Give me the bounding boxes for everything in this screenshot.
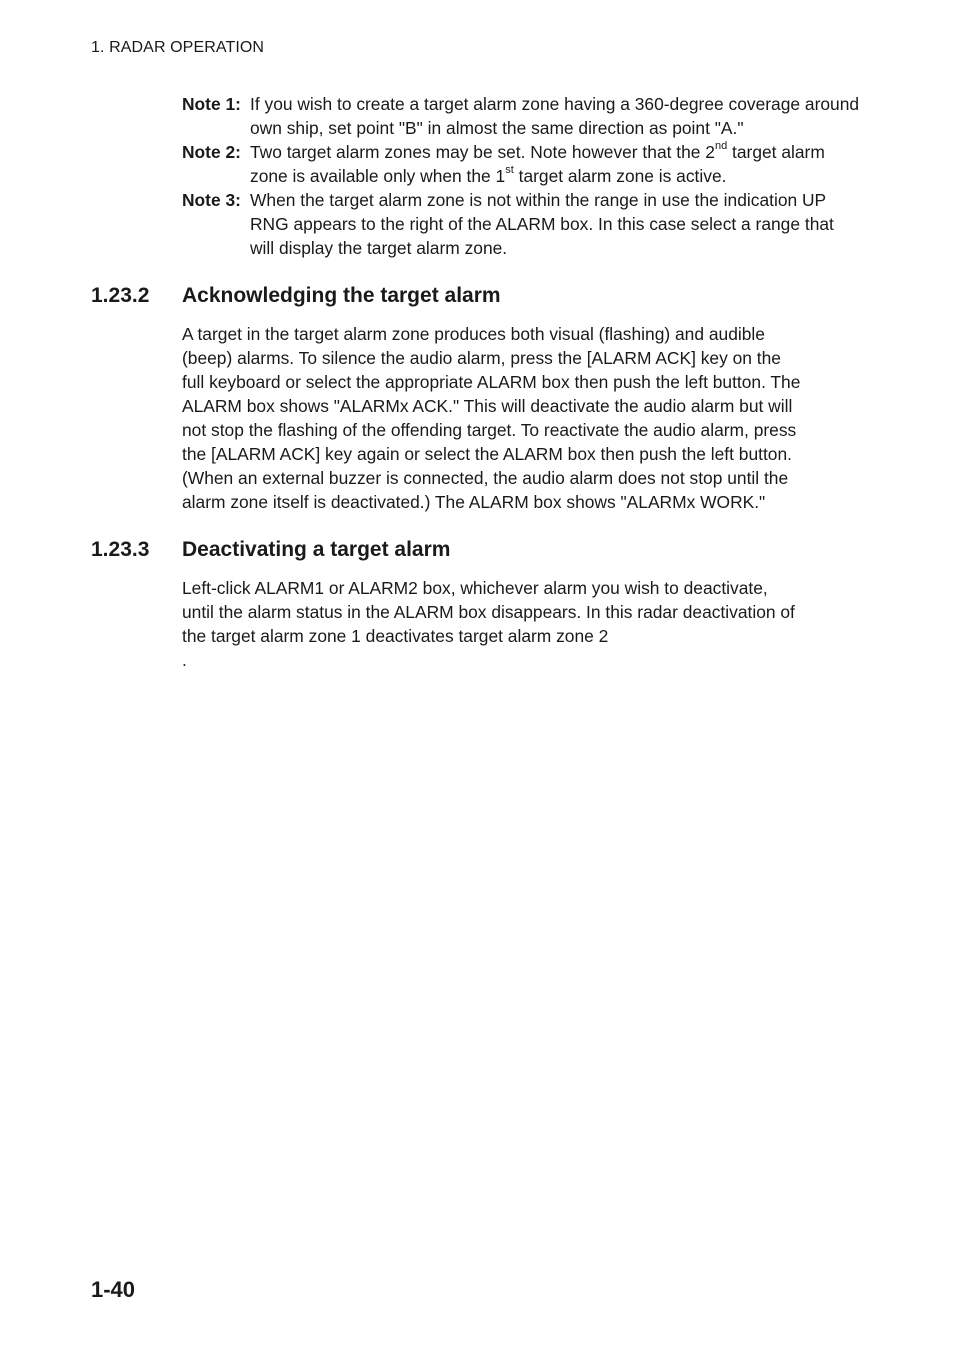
note-label: Note 2: [182, 142, 241, 162]
section-title: Acknowledging the target alarm [182, 284, 501, 307]
note-text [250, 140, 862, 188]
section-body: Left-click ALARM1 or ALARM2 box, whichever alarm you wish to deactivate, until the alarm status in the ALARM box disappears. In this radar deactivation of the target alarm zone 1 deactivates target alarm zone 2 . [182, 578, 795, 670]
note-text-part: target alarm zone is available only when the 1 [250, 142, 825, 186]
note-label: Note 1: [182, 94, 241, 114]
section-number: 1.23.2 [91, 284, 150, 307]
running-header: 1. RADAR OPERATION [91, 39, 265, 56]
section-title: Deactivating a target alarm [182, 538, 451, 561]
section-heading-1-23-2 [91, 284, 501, 308]
note-2 [182, 140, 862, 188]
note-3 [182, 188, 862, 260]
section-heading-1-23-3 [91, 538, 450, 562]
section-body: A target in the target alarm zone produces both visual (flashing) and audible (beep) alarms. To silence the audio alarm, press the [ALARM ACK] key on the full keyboard or select the appropriate ALARM box then push the left button. The ALARM box shows "ALARMx ACK." This will deactivate the audio alarm but will not stop the flashing of the offending target. To reactivate the audio alarm, press the [ALARM ACK] key again or select the ALARM box then push the left button. (When an external buzzer is connected, the audio alarm does not stop until the alarm zone itself is deactivated.) The ALARM box shows "ALARMx WORK." [182, 324, 801, 512]
notes-block [182, 92, 862, 260]
note-text: When the target alarm zone is not within the range in use the indication UP RNG appears to the right of the ALARM box. In this case select a range that will display the target alarm zone. [250, 190, 834, 258]
note-1 [182, 92, 862, 140]
section-number: 1.23.3 [91, 538, 150, 561]
note-label: Note 3: [182, 190, 241, 210]
ordinal-superscript: nd [714, 140, 728, 153]
ordinal-superscript: st [505, 164, 514, 177]
note-text-part: target alarm zone is active. [513, 166, 727, 186]
note-text: If you wish to create a target alarm zone having a 360-degree coverage around own ship, set point "B" in almost the same direction as point "A." [250, 94, 860, 138]
note-text-part: Two target alarm zones may be set. Note however that the 2 [250, 142, 715, 162]
page-number: 1-40 [91, 1277, 136, 1302]
